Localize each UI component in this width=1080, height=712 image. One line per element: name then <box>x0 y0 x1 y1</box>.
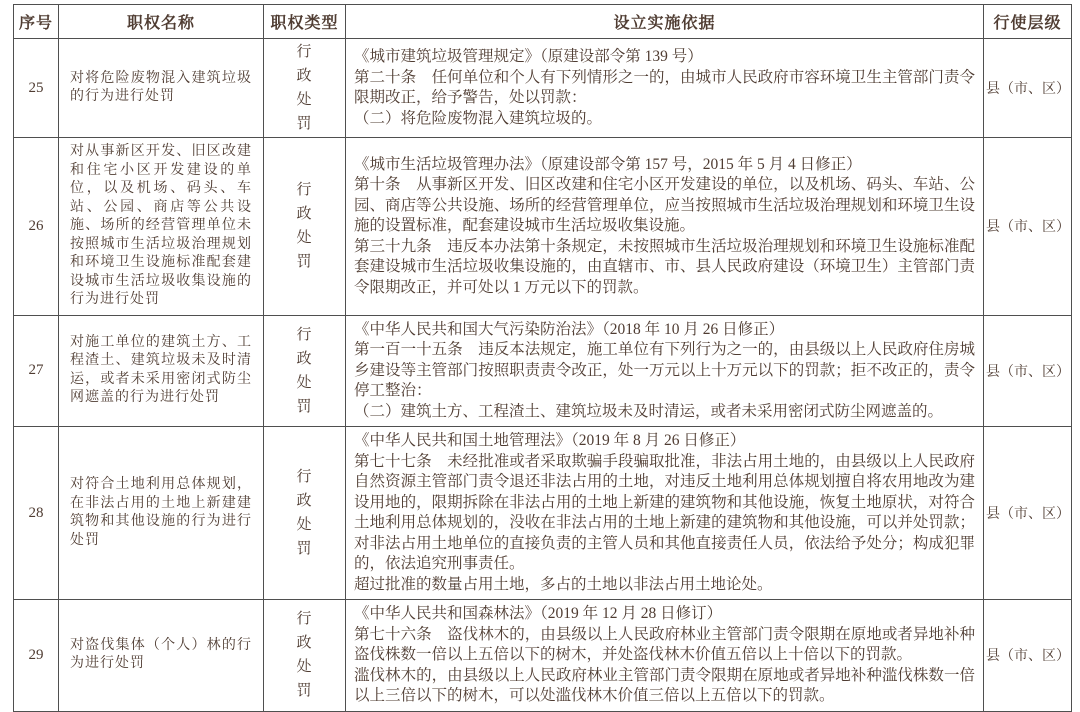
table-row-25 <box>14 39 1072 138</box>
power-name-text: 对盗伐集体（个人）林的行为进行处罚 <box>70 637 252 672</box>
serial-cell: 26 <box>14 138 59 316</box>
power-type-text: 行政处罚 <box>296 326 313 415</box>
exercise-level-cell: 县（市、区） <box>984 138 1072 316</box>
header-serial: 序号 <box>14 5 59 39</box>
basis-paragraph: 《城市生活垃圾管理办法》（原建设部令第 157 号，2015 年 5 月 4 日修正） <box>354 155 862 173</box>
basis-paragraph: 《城市建筑垃圾管理规定》（原建设部令第 139 号） <box>354 48 703 65</box>
power-type-cell <box>264 138 346 316</box>
basis-paragraph: 第七十七条 未经批准或者采取欺骗手段骗取批准，非法占用土地的，由县级以上人民政府自然资源主管部门责令退还非法占用的土地，对违反土地利用总体规划擅自将农用地改为建设用地的，限期拆除在非法占用的土地上新建的建筑物和其他设施，恢复土地原状，对符合土地利用总体规划的，没收在非法占用的土地上新建的建筑物和其他设施，可以并处罚款；对非法占用土地单位的直接负责的主管人员和其他直接责任人员，依法给予处分；构成犯罪的，依法追究刑事责任。 <box>354 452 975 572</box>
header-legal-basis: 设立实施依据 <box>346 5 984 39</box>
serial-cell: 28 <box>14 427 59 600</box>
power-type-cell <box>264 600 346 712</box>
legal-basis-cell <box>346 600 984 712</box>
header-row <box>14 5 1072 39</box>
serial-cell: 25 <box>14 39 59 138</box>
table-row-29 <box>14 600 1072 712</box>
legal-basis-cell <box>346 39 984 138</box>
basis-paragraph: 《中华人民共和国森林法》（2019 年 12 月 28 日修订） <box>354 605 723 622</box>
power-name-cell <box>59 39 264 138</box>
basis-paragraph: 第二十条 任何单位和个人有下列情形之一的，由城市人民政府市容环境卫生主管部门责令限期改正，给予警告，处以罚款： <box>354 68 975 106</box>
power-name-cell <box>59 427 264 600</box>
legal-basis-cell <box>346 138 984 316</box>
exercise-level-cell: 县（市、区） <box>984 39 1072 138</box>
serial-cell: 29 <box>14 600 59 712</box>
table-row-26 <box>14 138 1072 316</box>
basis-paragraph: 超过批准的数量占用土地，多占的土地以非法占用土地论处。 <box>354 575 773 593</box>
power-name-text: 对从事新区开发、旧区改建和住宅小区开发建设的单位，以及机场、码头、车站、公园、商店等公共设施、场所的经营管理单位未按照城市生活垃圾治理规划和环境卫生设施标准配套建设城市生活垃圾收集设施的行为进行处罚 <box>70 144 252 307</box>
power-name-cell <box>59 138 264 316</box>
power-type-cell <box>264 39 346 138</box>
power-type-text: 行政处罚 <box>296 44 313 132</box>
powers-table <box>13 4 1072 712</box>
basis-paragraph: 第一百一十五条 违反本法规定，施工单位有下列行为之一的，由县级以上人民政府住房城乡建设等主管部门按照职责责令改正，处一万元以上十万元以下的罚款；拒不改正的，责令停工整治： <box>354 341 975 399</box>
basis-paragraph: 第三十九条 违反本办法第十条规定，未按照城市生活垃圾治理规划和环境卫生设施标准配套建设城市生活垃圾收集设施的，由直辖市、市、县人民政府建设（环境卫生）主管部门责令限期改正，并可处以 1 万元以下的罚款。 <box>354 237 975 296</box>
power-name-cell <box>59 315 264 427</box>
header-power-name: 职权名称 <box>59 5 264 39</box>
legal-basis-cell <box>346 315 984 427</box>
power-name-text: 对施工单位的建筑土方、工程渣土、建筑垃圾未及时清运，或者未采用密闭式防尘网遮盖的行为进行处罚 <box>70 334 252 406</box>
basis-paragraph: 《中华人民共和国土地管理法》（2019 年 8 月 26 日修正） <box>354 432 746 449</box>
power-name-cell <box>59 600 264 712</box>
basis-paragraph: （二）将危险废物混入建筑垃圾的。 <box>354 109 603 127</box>
power-type-cell <box>264 315 346 427</box>
power-type-text: 行政处罚 <box>296 469 313 557</box>
basis-paragraph: 第七十六条 盗伐林木的，由县级以上人民政府林业主管部门责令限期在原地或者异地补种盗伐株数一倍以上五倍以下的树木，并处盗伐林木价值五倍以上十倍以下的罚款。 <box>354 625 975 663</box>
legal-basis-cell <box>346 427 984 600</box>
table-row-27 <box>14 315 1072 427</box>
table-row-28 <box>14 427 1072 600</box>
power-name-text: 对将危险废物混入建筑垃圾的行为进行处罚 <box>70 70 252 104</box>
header-exercise-level: 行使层级 <box>984 5 1072 39</box>
exercise-level-cell: 县（市、区） <box>984 315 1072 427</box>
serial-cell: 27 <box>14 315 59 427</box>
basis-paragraph: 《中华人民共和国大气污染防治法》（2018 年 10 月 26 日修正） <box>354 320 785 338</box>
basis-paragraph: （二）建筑土方、工程渣土、建筑垃圾未及时清运，或者未采用密闭式防尘网遮盖的。 <box>354 402 944 420</box>
exercise-level-cell: 县（市、区） <box>984 427 1072 600</box>
basis-paragraph: 滥伐林木的，由县级以上人民政府林业主管部门责令限期在原地或者异地补种滥伐株数一倍以上三倍以下的树木，可以处滥伐林木价值三倍以上五倍以下的罚款。 <box>354 666 975 704</box>
exercise-level-cell: 县（市、区） <box>984 600 1072 712</box>
power-type-text: 行政处罚 <box>296 182 313 271</box>
power-type-cell <box>264 427 346 600</box>
power-name-text: 对符合土地利用总体规划，在非法占用的土地上新建建筑物和其他设施的行为进行处罚 <box>70 477 252 548</box>
basis-paragraph: 第十条 从事新区开发、旧区改建和住宅小区开发建设的单位，以及机场、码头、车站、公园、商店等公共设施、场所的经营管理单位，应当按照城市生活垃圾治理规划和环境卫生设施的设置标准，配套建设城市生活垃圾收集设施。 <box>354 176 975 234</box>
header-power-type: 职权类型 <box>264 5 346 39</box>
power-type-text: 行政处罚 <box>296 611 313 700</box>
